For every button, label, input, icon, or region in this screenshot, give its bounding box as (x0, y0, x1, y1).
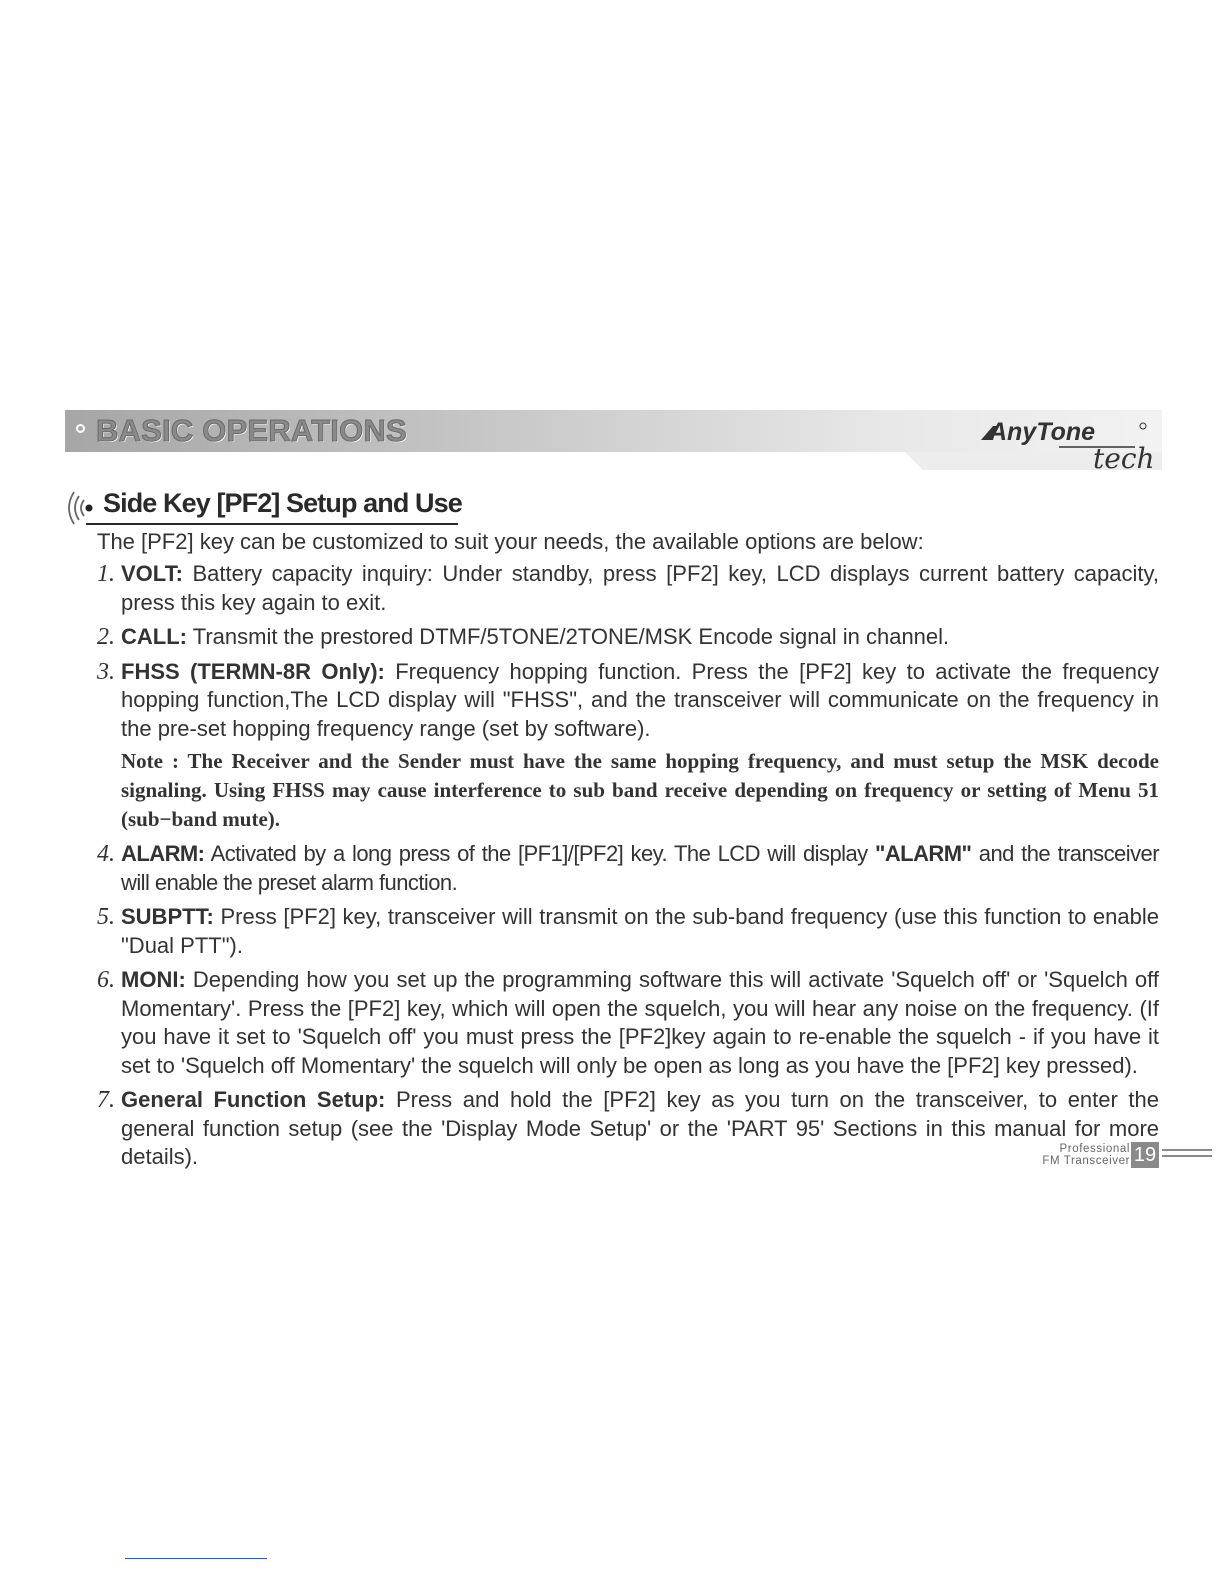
item-number: 3. (97, 658, 115, 685)
item-number: 6. (97, 967, 115, 993)
item-label: FHSS (TERMN-8R Only): (121, 658, 385, 684)
options-list (97, 560, 1159, 1178)
item-label: SUBPTT: (121, 904, 214, 929)
sub-heading-block (62, 484, 462, 530)
item-number: 1. (97, 561, 115, 587)
item-label: CALL: (121, 624, 187, 649)
intro-text: The [PF2] key can be customized to suit your needs, the available options are below: (97, 529, 924, 554)
item-label: MONI: (121, 967, 186, 992)
list-item (97, 903, 1159, 960)
signal-waves-icon (62, 488, 96, 528)
list-item (97, 560, 1159, 617)
item-body (121, 903, 1159, 960)
item-text: Transmit the prestored DTMF/5TONE/2TONE/MSK Encode signal in channel. (186, 624, 950, 649)
list-item (97, 840, 1159, 897)
item-label: VOLT: (121, 561, 183, 586)
item-text: Battery capacity inquiry: Under standby, press [PF2] key, LCD displays current battery capacity, press this key again to exit. (121, 561, 1159, 615)
item-text: Press and hold the [PF2] key as you turn on the transceiver, to enter the general function setup (see the 'Display Mode Setup' or the 'PART 95' Sections in this manual for more details). (121, 1087, 1159, 1169)
item-text: and the transceiver will enable the preset alarm function. (121, 841, 1159, 895)
list-item (97, 623, 1159, 652)
list-item (97, 658, 1159, 835)
item-note: Note : The Receiver and the Sender must have the same hopping frequency, and must setup the MSK decode signaling. Using FHSS may cause interference to sub band receive depending on frequency or setting of Menu 51 (sub−band mute). (121, 749, 1159, 831)
item-text: Activated by a long press of the [PF1]/[PF2] key. The LCD will display (204, 841, 875, 866)
list-item (97, 966, 1159, 1080)
item-body (121, 623, 1159, 652)
anytone-logo (975, 412, 1160, 472)
footer-rule-lines (1162, 1149, 1212, 1163)
item-quoted-text: "ALARM" (874, 841, 972, 866)
item-text: Press [PF2] key, transceiver will transmit on the sub-band frequency (use this function to enable "Dual PTT"). (121, 904, 1159, 958)
item-label: General Function Setup: (121, 1087, 386, 1112)
sub-heading: Side Key [PF2] Setup and Use (103, 488, 462, 518)
footer-caption (1000, 1143, 1130, 1167)
section-title: BASIC OPERATIONS (96, 413, 407, 448)
item-number: 7. (97, 1087, 115, 1113)
item-body (121, 966, 1159, 1080)
logo-text-main: AnyTone (989, 418, 1096, 446)
item-number: 2. (97, 624, 115, 650)
sub-heading-underline (86, 523, 458, 525)
item-body (121, 658, 1159, 744)
item-text: Depending how you set up the programming software this will activate 'Squelch off' or 'Squelch off Momentary'. Press the [PF2] key, which will open the squelch, you will hear any noise on the frequency. (If you have it set to 'Squelch off' you must press the [PF2]key again to re-enable the squelch - if you have it set to 'Squelch off Momentary' the squelch will only be open as long as you have the [PF2] key pressed). (121, 967, 1159, 1078)
footer-line-1: Professional (1059, 1143, 1130, 1155)
bottom-rule (125, 1558, 267, 1559)
item-number: 4. (97, 841, 115, 867)
item-body (121, 560, 1159, 617)
footer-line-2: FM Transceiver (1042, 1155, 1130, 1167)
logo-text-sub: tech (1093, 442, 1155, 472)
item-text: Frequency hopping function. Press the [PF2] key to activate the frequency hopping function,The LCD display will "FHSS", and the transceiver will communicate on the frequency in the pre-set hopping frequency range (set by software). (121, 658, 1159, 741)
item-label: ALARM: (121, 841, 205, 866)
circle-bullet-icon (76, 424, 85, 433)
page-number: 19 (1131, 1142, 1159, 1168)
item-body (121, 840, 1159, 897)
item-number: 5. (97, 904, 115, 930)
